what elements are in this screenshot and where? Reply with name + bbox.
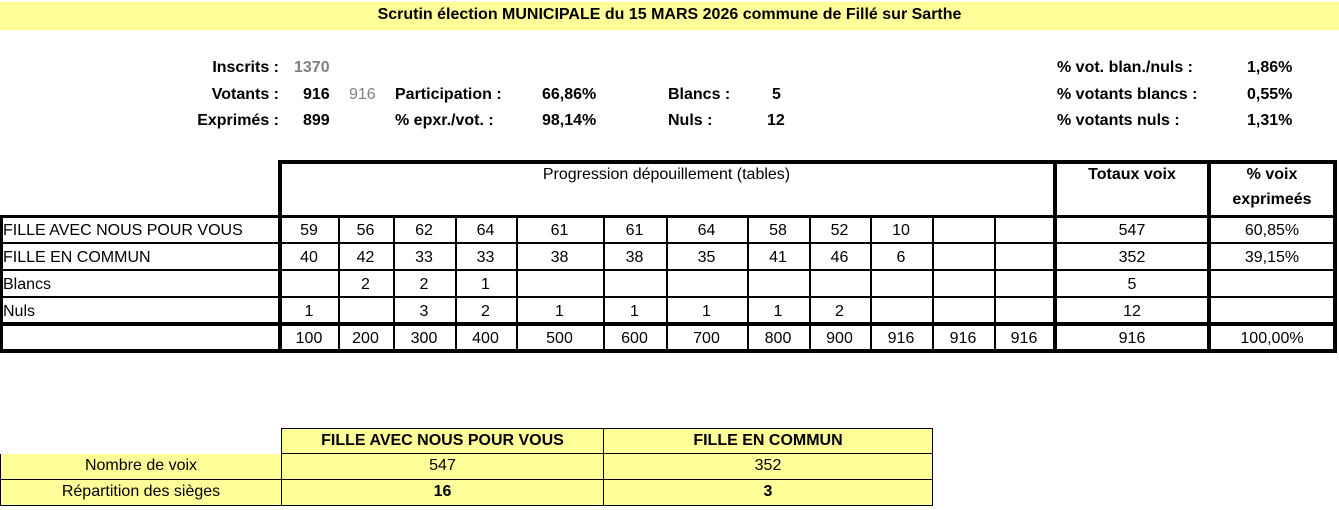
table-cell: 500 xyxy=(546,330,573,347)
table-cell xyxy=(747,271,809,298)
table-cell xyxy=(932,244,994,271)
pct-cell xyxy=(1210,298,1334,325)
table-cell: 64 xyxy=(476,222,495,239)
pct-header-line1: % voix xyxy=(1246,166,1298,183)
table-cell: 61 xyxy=(550,222,569,239)
table-cell xyxy=(870,298,932,325)
table-cell: 900 xyxy=(826,330,853,347)
table-cell: 52 xyxy=(830,222,849,239)
table-left-border xyxy=(0,215,3,353)
table-cell: 1 xyxy=(773,303,783,320)
table-cell xyxy=(870,271,932,298)
table-cell: 916 xyxy=(949,330,977,347)
pct-vot-nuls-label: % votants nuls : xyxy=(1057,112,1180,129)
table-cell xyxy=(516,271,603,298)
table-cell: 1 xyxy=(630,303,639,320)
table-cell: 800 xyxy=(764,330,792,347)
column-divider xyxy=(932,216,934,351)
seats-col1-header: FILLE AVEC NOUS POUR VOUS xyxy=(281,428,604,454)
table-cell: 58 xyxy=(769,222,787,239)
table-cell: 100 xyxy=(295,330,323,347)
table-cell: 33 xyxy=(476,249,495,266)
table-cell xyxy=(932,217,994,244)
row-divider xyxy=(0,242,1336,244)
inscrits-value: 1370 xyxy=(294,59,330,76)
total-cell: 352 xyxy=(1118,249,1146,266)
table-cell: 400 xyxy=(472,330,499,347)
column-divider xyxy=(455,216,457,351)
expr-vot-label: % epxr./vot. : xyxy=(395,112,494,129)
table-cell: 300 xyxy=(410,330,438,347)
table-cell: 41 xyxy=(769,249,787,266)
table-cell: 1 xyxy=(481,276,490,293)
table-cell xyxy=(994,217,1054,244)
table-cell: 1 xyxy=(702,303,711,320)
participation-value: 66,86% xyxy=(542,86,597,103)
blancs-value: 5 xyxy=(772,86,781,103)
table-cell: 46 xyxy=(830,249,849,266)
votants-check: 916 xyxy=(349,86,376,103)
table-cell: 3 xyxy=(419,303,429,320)
table-top-border xyxy=(278,160,1336,164)
header-bottom-border xyxy=(0,215,1336,218)
pct-cell: 60,85% xyxy=(1244,222,1300,239)
table-right-border xyxy=(1333,160,1337,353)
exprimes-value: 899 xyxy=(303,112,330,129)
table-cell: 61 xyxy=(625,222,644,239)
progress-table xyxy=(0,160,1336,352)
column-divider xyxy=(393,216,395,351)
table-cell xyxy=(280,271,338,298)
table-cell: 42 xyxy=(356,249,375,266)
column-divider xyxy=(747,216,749,351)
table-cell xyxy=(809,271,870,298)
column-divider xyxy=(338,216,340,351)
row-label: Blancs xyxy=(3,276,52,293)
table-bottom-border xyxy=(0,349,1336,353)
totals-header: Totaux voix xyxy=(1088,166,1176,183)
row-label: Nuls xyxy=(3,303,36,320)
column-divider xyxy=(870,216,872,351)
pct-header-line2: exprimeés xyxy=(1232,191,1312,208)
table-cell: 33 xyxy=(415,249,433,266)
total-cell: 5 xyxy=(1127,276,1137,293)
votes-col2: 352 xyxy=(603,454,933,480)
table-cell: 35 xyxy=(697,249,716,266)
votes-row-label: Nombre de voix xyxy=(0,454,282,480)
pct-vot-blancs-value: 0,55% xyxy=(1247,86,1293,103)
nuls-label: Nuls : xyxy=(668,112,713,129)
blancs-label: Blancs : xyxy=(668,86,731,103)
votes-col1: 547 xyxy=(281,454,604,480)
row-divider xyxy=(0,269,1336,271)
table-cell xyxy=(932,271,994,298)
table-cell: 62 xyxy=(415,222,433,239)
totals-left-border xyxy=(1053,160,1057,353)
seats-col2-header: FILLE EN COMMUN xyxy=(603,428,933,454)
table-cell xyxy=(994,244,1054,271)
table-cell: 2 xyxy=(835,303,844,320)
seats-col2: 3 xyxy=(603,480,933,506)
table-cell: 2 xyxy=(419,276,429,293)
page-title: Scrutin élection MUNICIPALE du 15 MARS 2026 commune de Fillé sur Sarthe xyxy=(377,6,962,23)
table-cell xyxy=(338,298,393,325)
table-cell: 10 xyxy=(892,222,910,239)
table-cell: 6 xyxy=(896,249,906,266)
table-cell: 38 xyxy=(625,249,644,266)
votants-label: Votants : xyxy=(211,86,279,103)
seats-table xyxy=(0,428,933,508)
table-cell xyxy=(666,271,747,298)
table-cell: 916 xyxy=(887,330,915,347)
votants-value: 916 xyxy=(303,86,330,103)
table-cell: 700 xyxy=(693,330,720,347)
participation-label: Participation : xyxy=(395,86,502,103)
table-cell: 59 xyxy=(300,222,318,239)
row-divider xyxy=(0,296,1336,298)
pct-vot-nuls-value: 1,31% xyxy=(1247,112,1293,129)
pct-blan-nuls-value: 1,86% xyxy=(1247,59,1293,76)
table-cell xyxy=(603,271,666,298)
progress-header: Progression dépouillement (tables) xyxy=(542,166,791,183)
total-cell: 547 xyxy=(1118,222,1146,239)
column-divider xyxy=(516,216,518,351)
table-cell: 2 xyxy=(361,276,370,293)
total-cell: 12 xyxy=(1123,303,1141,320)
table-cell: 916 xyxy=(1010,330,1038,347)
table-cell: 600 xyxy=(621,330,648,347)
table-cell: 1 xyxy=(304,303,314,320)
seats-col1: 16 xyxy=(281,480,604,506)
pct-vot-blancs-label: % votants blancs : xyxy=(1057,86,1198,103)
pct-cell: 100,00% xyxy=(1240,330,1304,347)
table-cell xyxy=(994,298,1054,325)
seats-row-label: Répartition des sièges xyxy=(0,480,282,506)
table-cell: 64 xyxy=(697,222,716,239)
table-cell: 40 xyxy=(300,249,318,266)
column-divider xyxy=(603,216,605,351)
column-divider xyxy=(809,216,811,351)
table-cell xyxy=(932,298,994,325)
row-label: FILLE AVEC NOUS POUR VOUS xyxy=(3,222,243,239)
column-divider xyxy=(666,216,668,351)
table-cell: 56 xyxy=(356,222,375,239)
table-cell: 200 xyxy=(352,330,379,347)
table-cell: 38 xyxy=(550,249,569,266)
row-divider-thick xyxy=(0,322,1336,326)
total-cell: 916 xyxy=(1118,330,1146,347)
table-cell: 1 xyxy=(555,303,564,320)
nuls-value: 12 xyxy=(767,112,785,129)
expr-vot-value: 98,14% xyxy=(542,112,597,129)
row-label: FILLE EN COMMUN xyxy=(3,249,151,266)
label-column-border xyxy=(278,160,282,353)
table-cell xyxy=(994,271,1054,298)
pct-left-border xyxy=(1207,160,1211,353)
column-divider xyxy=(994,216,996,351)
pct-cell xyxy=(1210,271,1334,298)
exprimes-label: Exprimés : xyxy=(197,112,279,129)
inscrits-label: Inscrits : xyxy=(212,59,279,76)
pct-cell: 39,15% xyxy=(1244,249,1300,266)
table-cell: 2 xyxy=(481,303,490,320)
pct-blan-nuls-label: % vot. blan./nuls : xyxy=(1057,59,1194,76)
